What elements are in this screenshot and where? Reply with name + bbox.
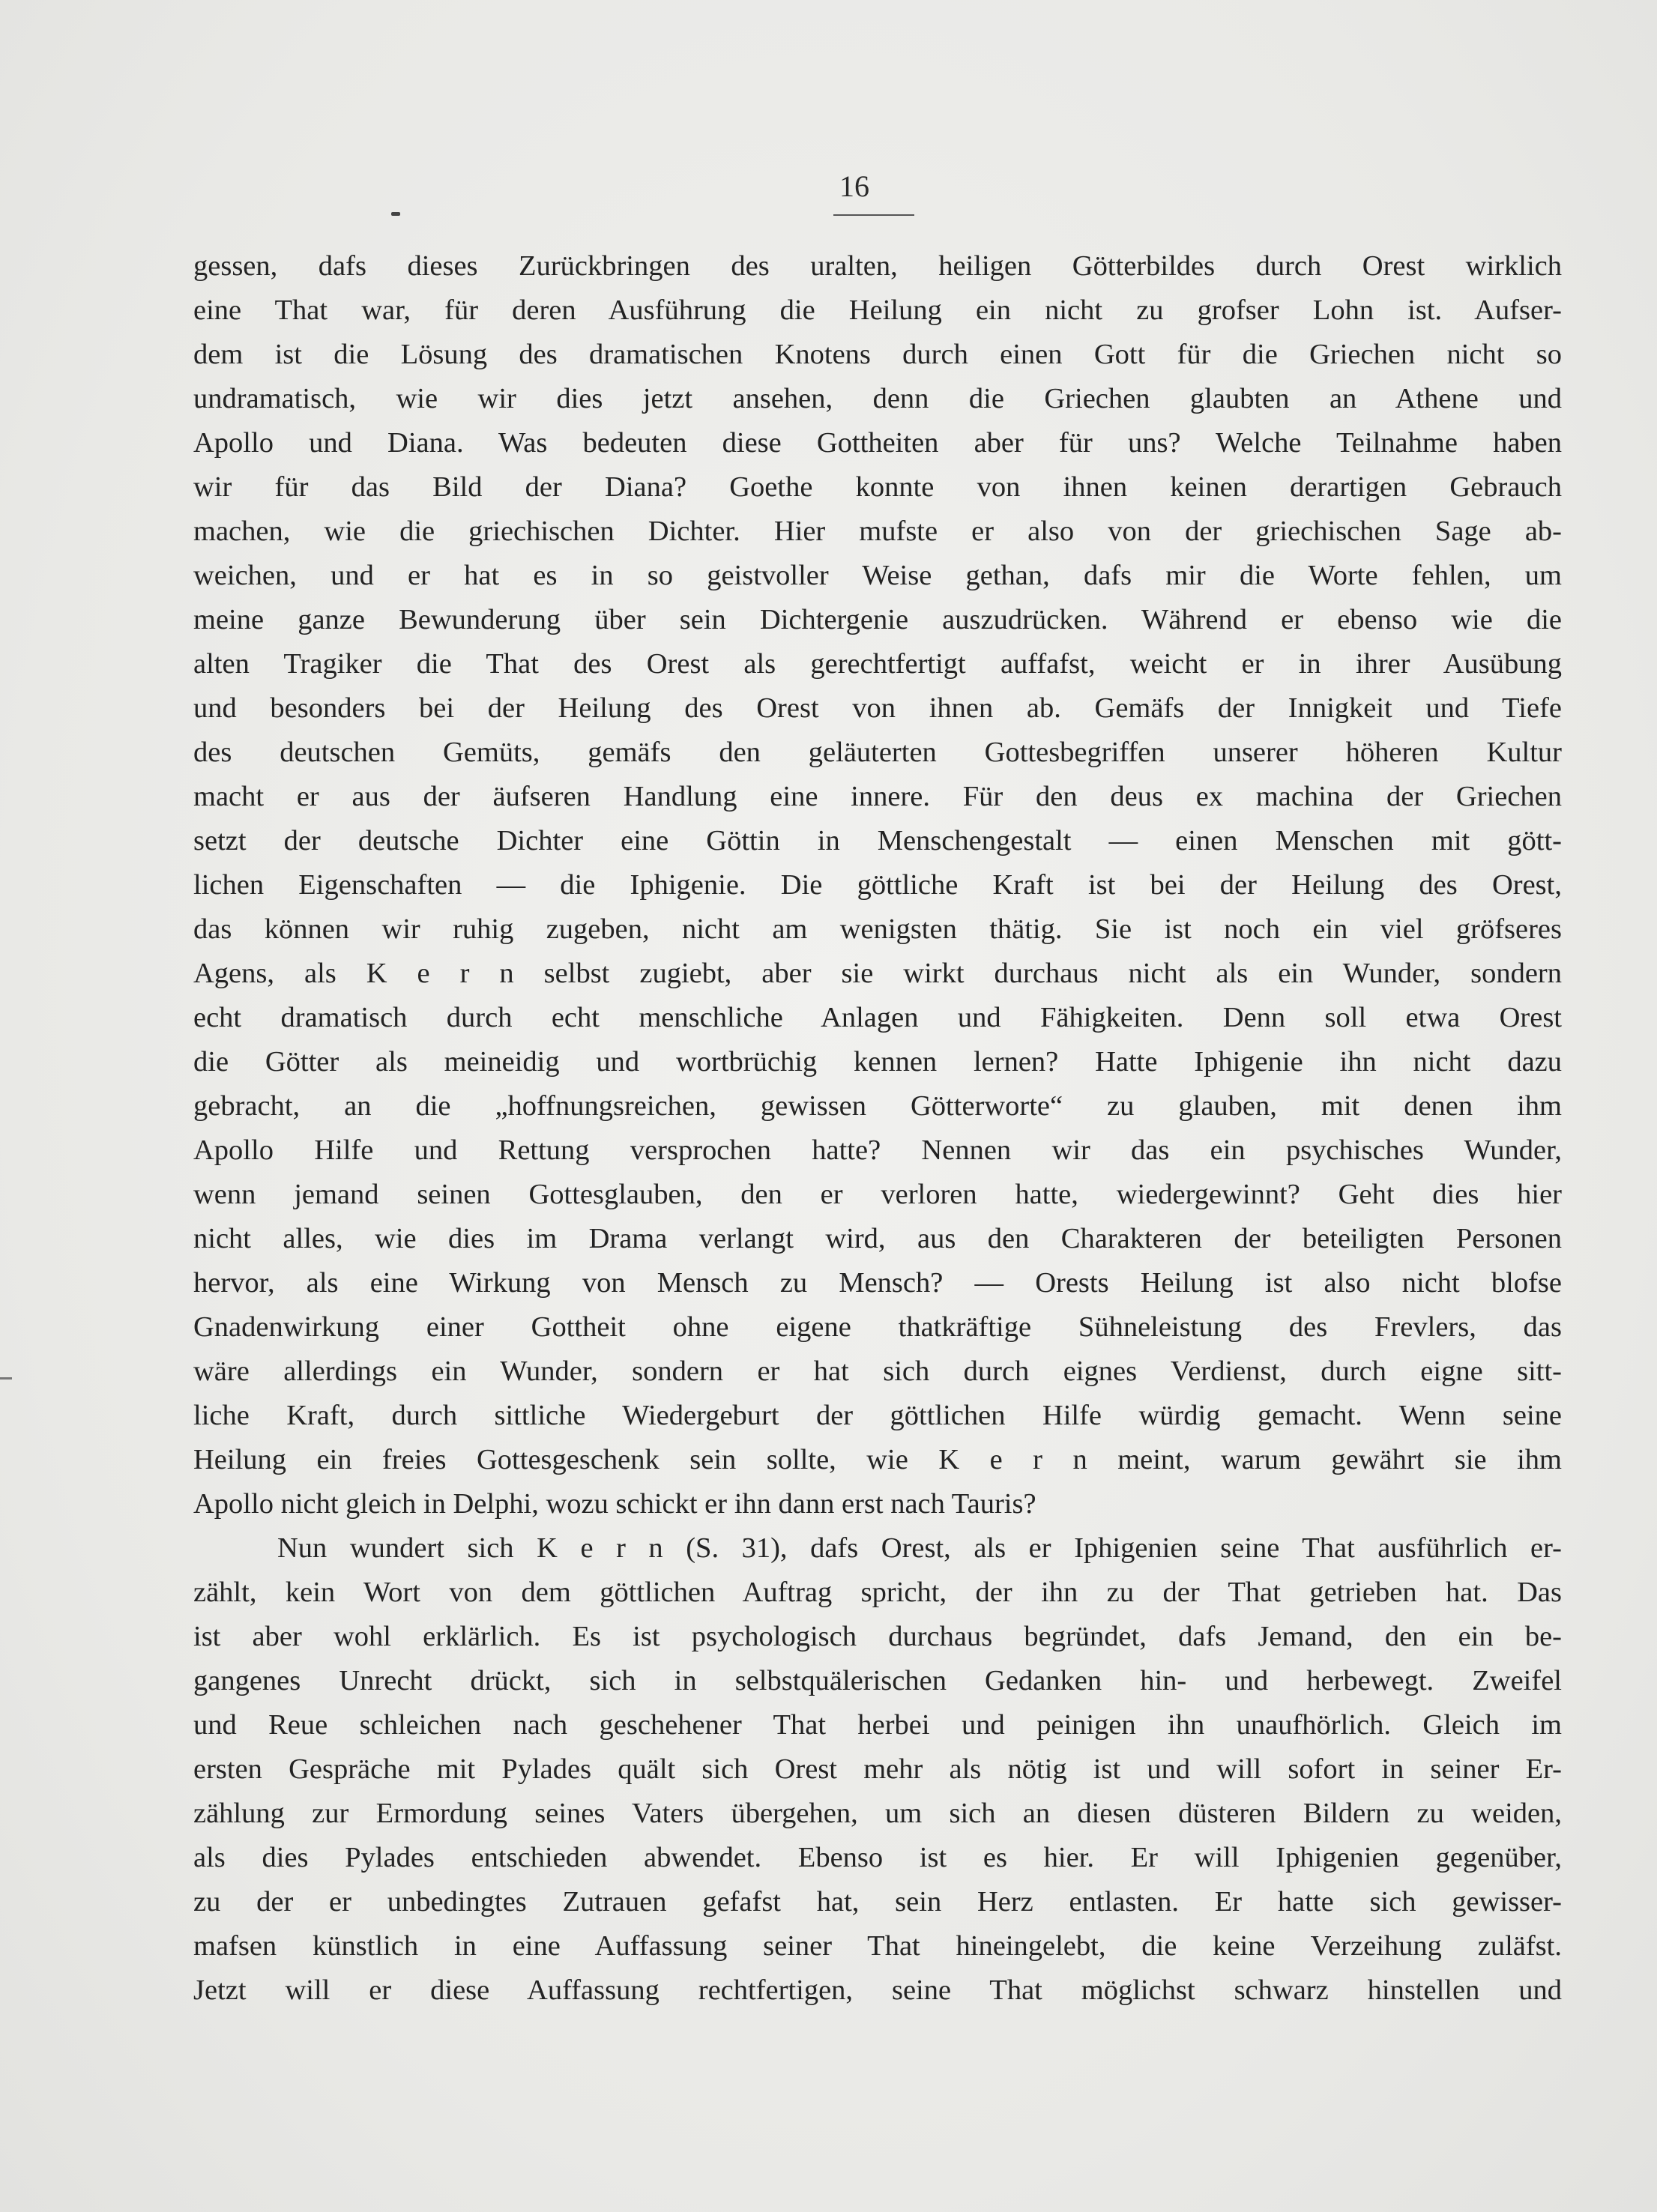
- text-line: Jetzt will er diese Auffassung rechtfertigen, seine That möglichst schwarz hinstellen und: [193, 1974, 1562, 2006]
- ink-speck: [391, 212, 400, 216]
- text-line: die Götter als meineidig und wortbrüchig kennen lernen? Hatte Iphigenie ihn nicht dazu: [193, 1046, 1562, 1078]
- text-line: echt dramatisch durch echt menschliche Anlagen und Fähigkeiten. Denn soll etwa Orest: [193, 1002, 1562, 1033]
- text-line: des deutschen Gemüts, gemäfs den geläuterten Gottesbegriffen unserer höheren Kultur: [193, 737, 1562, 768]
- text-line: gessen, dafs dieses Zurückbringen des uralten, heiligen Götterbildes durch Orest wirklich: [193, 250, 1562, 282]
- text-line: als dies Pylades entschieden abwendet. Ebenso ist es hier. Er will Iphigenien gegenüber,: [193, 1842, 1562, 1873]
- text-line: Nun wundert sich K e r n (S. 31), dafs Orest, als er Iphigenien seine That ausführlich er-: [277, 1532, 1562, 1564]
- text-line: Apollo Hilfe und Rettung versprochen hatte? Nennen wir das ein psychisches Wunder,: [193, 1134, 1562, 1166]
- text-line: und Reue schleichen nach geschehener That herbei und peinigen ihn unaufhörlich. Gleich im: [193, 1709, 1562, 1741]
- text-line: machen, wie die griechischen Dichter. Hier mufste er also von der griechischen Sage ab-: [193, 516, 1562, 547]
- text-line: wäre allerdings ein Wunder, sondern er hat sich durch eignes Verdienst, durch eigne sitt-: [193, 1356, 1562, 1387]
- text-line: wenn jemand seinen Gottesglauben, den er verloren hatte, wiedergewinnt? Geht dies hier: [193, 1179, 1562, 1210]
- text-line: und besonders bei der Heilung des Orest von ihnen ab. Gemäfs der Innigkeit und Tiefe: [193, 692, 1562, 724]
- text-line: Heilung ein freies Gottesgeschenk sein sollte, wie K e r n meint, warum gewährt sie ihm: [193, 1444, 1562, 1475]
- text-line: Agens, als K e r n selbst zugiebt, aber sie wirkt durchaus nicht als ein Wunder, sondern: [193, 958, 1562, 989]
- text-line: liche Kraft, durch sittliche Wiedergeburt der göttlichen Hilfe würdig gemacht. Wenn seine: [193, 1400, 1562, 1431]
- text-line: zählt, kein Wort von dem göttlichen Auftrag spricht, der ihn zu der That getrieben hat. Das: [193, 1577, 1562, 1608]
- body-text: [193, 244, 1562, 2013]
- text-line: mafsen künstlich in eine Auffassung seiner That hineingelebt, die keine Verzeihung zuläfst.: [193, 1930, 1562, 1962]
- text-line: zu der er unbedingtes Zutrauen gefafst hat, sein Herz entlasten. Er hatte sich gewisser-: [193, 1886, 1562, 1918]
- text-line: das können wir ruhig zugeben, nicht am wenigsten thätig. Sie ist noch ein viel gröfseres: [193, 913, 1562, 945]
- text-line: setzt der deutsche Dichter eine Göttin in Menschengestalt — einen Menschen mit gött-: [193, 825, 1562, 856]
- text-line: lichen Eigenschaften — die Iphigenie. Die göttliche Kraft ist bei der Heilung des Orest,: [193, 869, 1562, 901]
- text-line: Apollo nicht gleich in Delphi, wozu schickt er ihn dann erst nach Tauris?: [193, 1488, 1036, 1520]
- page-number-rule: [833, 214, 914, 216]
- text-line: zählung zur Ermordung seines Vaters übergehen, um sich an diesen düsteren Bildern zu weiden,: [193, 1798, 1562, 1829]
- text-line: ersten Gespräche mit Pylades quält sich Orest mehr als nötig ist und will sofort in seiner Er-: [193, 1753, 1562, 1785]
- text-line: gebracht, an die „hoffnungsreichen, gewissen Götterworte“ zu glauben, mit denen ihm: [193, 1090, 1562, 1122]
- text-line: undramatisch, wie wir dies jetzt ansehen, denn die Griechen glaubten an Athene und: [193, 383, 1562, 414]
- paragraph-1: [193, 244, 1562, 1526]
- text-line: eine That war, für deren Ausführung die Heilung ein nicht zu grofser Lohn ist. Aufser-: [193, 294, 1562, 326]
- text-line: dem ist die Lösung des dramatischen Knotens durch einen Gott für die Griechen nicht so: [193, 339, 1562, 370]
- text-line: gangenes Unrecht drückt, sich in selbstquälerischen Gedanken hin- und herbewegt. Zweifel: [193, 1665, 1562, 1696]
- text-line: nicht alles, wie dies im Drama verlangt wird, aus den Charakteren der beteiligten Personen: [193, 1223, 1562, 1254]
- text-line: Apollo und Diana. Was bedeuten diese Gottheiten aber für uns? Welche Teilnahme haben: [193, 427, 1562, 459]
- paragraph-2: [193, 1526, 1562, 2013]
- text-line: ist aber wohl erklärlich. Es ist psychologisch durchaus begründet, dafs Jemand, den ein be-: [193, 1621, 1562, 1652]
- text-line: Gnadenwirkung einer Gottheit ohne eigene thatkräftige Sühneleistung des Frevlers, das: [193, 1311, 1562, 1343]
- text-line: weichen, und er hat es in so geistvoller Weise gethan, dafs mir die Worte fehlen, um: [193, 560, 1562, 591]
- text-line: wir für das Bild der Diana? Goethe konnte von ihnen keinen derartigen Gebrauch: [193, 471, 1562, 503]
- text-line: meine ganze Bewunderung über sein Dichtergenie auszudrücken. Während er ebenso wie die: [193, 604, 1562, 635]
- margin-mark: [0, 1377, 12, 1380]
- text-line: hervor, als eine Wirkung von Mensch zu Mensch? — Orests Heilung ist also nicht blofse: [193, 1267, 1562, 1299]
- text-line: macht er aus der äufseren Handlung eine innere. Für den deus ex machina der Griechen: [193, 781, 1562, 812]
- page-number: 16: [839, 169, 869, 203]
- text-line: alten Tragiker die That des Orest als gerechtfertigt auffafst, weicht er in ihrer Ausübung: [193, 648, 1562, 680]
